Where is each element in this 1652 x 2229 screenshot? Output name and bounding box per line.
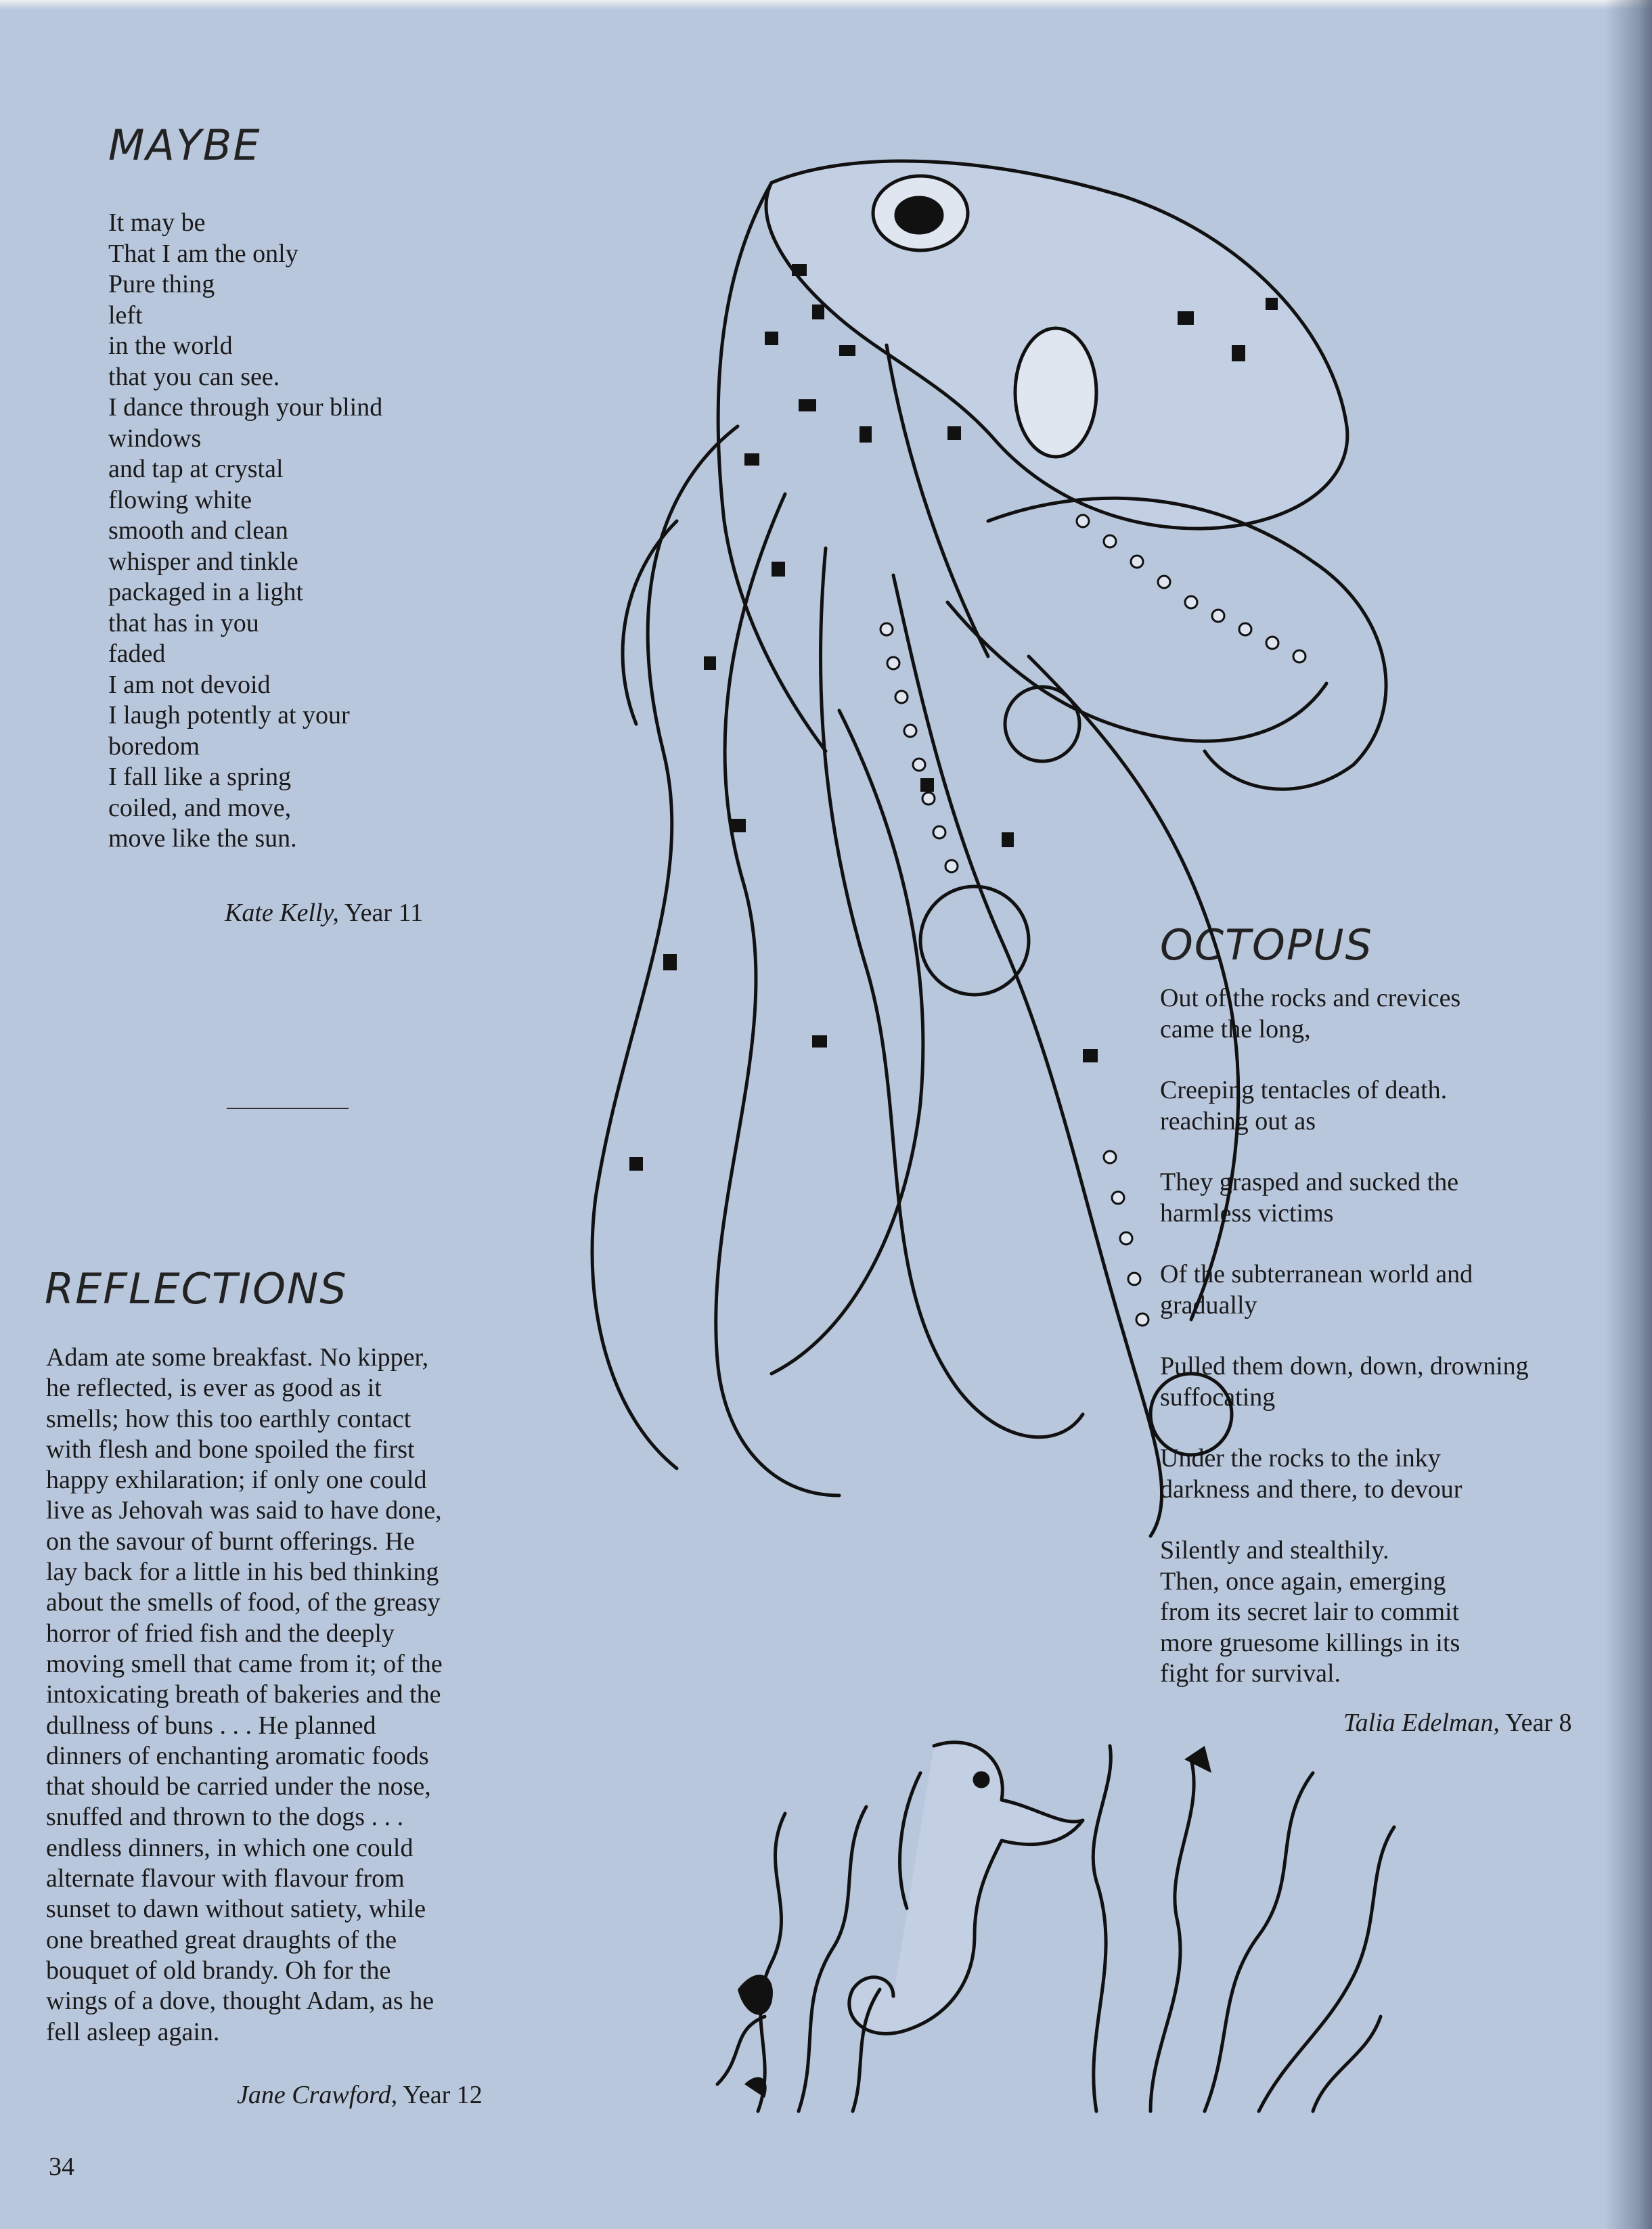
poem-line: came the long, — [1160, 1014, 1311, 1043]
poem-line: Pure thing — [108, 270, 215, 298]
prose-line: lay back for a little in his bed thinking — [46, 1558, 439, 1587]
poem-line: gradually — [1160, 1290, 1257, 1320]
poem-line: suffocating — [1160, 1382, 1276, 1412]
poem-line: whisper and tinkle — [108, 547, 298, 576]
poem-line: and tap at crystal — [108, 455, 284, 483]
prose-line: endless dinners, in which one could — [46, 1833, 414, 1862]
prose-line: one breathed great draughts of the — [46, 1925, 397, 1954]
prose-line: that should be carried under the nose, — [46, 1772, 431, 1801]
poem-line: I dance through your blind — [108, 393, 383, 422]
poem-line: faded — [108, 639, 166, 668]
prose-line: on the savour of burnt offerings. He — [46, 1527, 415, 1556]
prose-line: horror of fried fish and the deeply — [46, 1619, 395, 1648]
octopus-illustration — [568, 142, 1516, 1658]
poem-credit-reflections — [237, 2080, 483, 2110]
prose-line: snuffed and thrown to the dogs . . . — [46, 1803, 404, 1832]
prose-line: Adam ate some breakfast. No kipper, — [46, 1343, 429, 1372]
poem-line: That I am the only — [108, 239, 298, 268]
poem-line: Of the subterranean world and — [1160, 1260, 1473, 1288]
poem-line: in the world — [108, 332, 233, 360]
poem-line: left — [108, 300, 143, 330]
poem-line: It may be — [108, 208, 206, 237]
author-name: Kate Kelly, — [225, 899, 339, 927]
poem-title-reflections: REFLECTIONS — [45, 1264, 348, 1313]
prose-line: alternate flavour with flavour from — [46, 1864, 405, 1893]
page-right-shadow — [1605, 0, 1652, 2229]
poem-line: Then, once again, emerging — [1160, 1567, 1446, 1596]
poem-title-octopus: OCTOPUS — [1160, 920, 1373, 970]
poem-line: Creeping tentacles of death. — [1160, 1076, 1448, 1104]
prose-line: he reflected, is ever as good as it — [46, 1374, 382, 1403]
poem-line: that has in you — [108, 608, 259, 637]
prose-line: moving smell that came from it; of the — [46, 1649, 443, 1678]
author-year: Year 11 — [344, 899, 424, 927]
author-year: Year 8 — [1504, 1709, 1572, 1737]
seahorse-seaweed-illustration — [717, 1732, 1435, 2125]
poem-line: windows — [108, 424, 202, 453]
prose-body-reflections — [46, 1343, 533, 2048]
poem-body-maybe — [108, 208, 382, 855]
poem-line: Under the rocks to the inky — [1160, 1444, 1441, 1472]
prose-line: wings of a dove, thought Adam, as he — [46, 1987, 434, 2016]
prose-line: dullness of buns . . . He planned — [46, 1711, 376, 1740]
poem-line: reaching out as — [1160, 1106, 1316, 1135]
prose-line: about the smells of food, of the greasy — [46, 1588, 441, 1617]
poem-line: more gruesome killings in its — [1160, 1628, 1460, 1657]
prose-line: sunset to dawn without satiety, while — [46, 1895, 426, 1924]
poem-line: darkness and there, to devour — [1160, 1474, 1463, 1504]
poem-line: They grasped and sucked the — [1160, 1168, 1459, 1196]
poem-line: from its secret lair to commit — [1160, 1598, 1460, 1626]
poem-line: I laugh potently at your — [108, 701, 350, 729]
prose-line: fell asleep again. — [46, 2017, 220, 2046]
poem-line: fight for survival. — [1160, 1659, 1341, 1688]
poem-credit-maybe — [225, 898, 423, 928]
prose-line: with flesh and bone spoiled the first — [46, 1435, 415, 1464]
poem-line: coiled, and move, — [108, 793, 292, 822]
prose-line: bouquet of old brandy. Oh for the — [46, 1956, 391, 1985]
poem-line: I am not devoid — [108, 670, 271, 699]
page-top-edge — [0, 0, 1652, 9]
poem-line: Out of the rocks and crevices — [1160, 984, 1461, 1012]
prose-line: dinners of enchanting aromatic foods — [46, 1741, 429, 1770]
poem-line: packaged in a light — [108, 578, 304, 606]
prose-line: intoxicating breath of bakeries and the — [46, 1680, 441, 1709]
page-number: 34 — [49, 2153, 74, 2181]
poem-line: harmless victims — [1160, 1198, 1334, 1228]
prose-line: happy exhilaration; if only one could — [46, 1466, 427, 1495]
poem-line: boredom — [108, 731, 200, 761]
poem-line: that you can see. — [108, 362, 280, 391]
section-divider — [227, 1108, 349, 1109]
author-year: Year 12 — [403, 2081, 483, 2109]
author-name: Talia Edelman, — [1343, 1709, 1500, 1737]
poem-title-maybe: MAYBE — [108, 120, 261, 170]
poem-line: move like the sun. — [108, 824, 297, 853]
poem-line: I fall like a spring — [108, 763, 292, 791]
prose-line: smells; how this too earthly contact — [46, 1404, 411, 1433]
prose-line: live as Jehovah was said to have done, — [46, 1496, 442, 1525]
poem-line: flowing white — [108, 485, 252, 514]
author-name: Jane Crawford, — [237, 2081, 398, 2109]
poem-line: Pulled them down, down, drowning — [1160, 1352, 1529, 1380]
poem-line: Silently and stealthily. — [1160, 1536, 1389, 1564]
poem-line: smooth and clean — [108, 516, 288, 545]
